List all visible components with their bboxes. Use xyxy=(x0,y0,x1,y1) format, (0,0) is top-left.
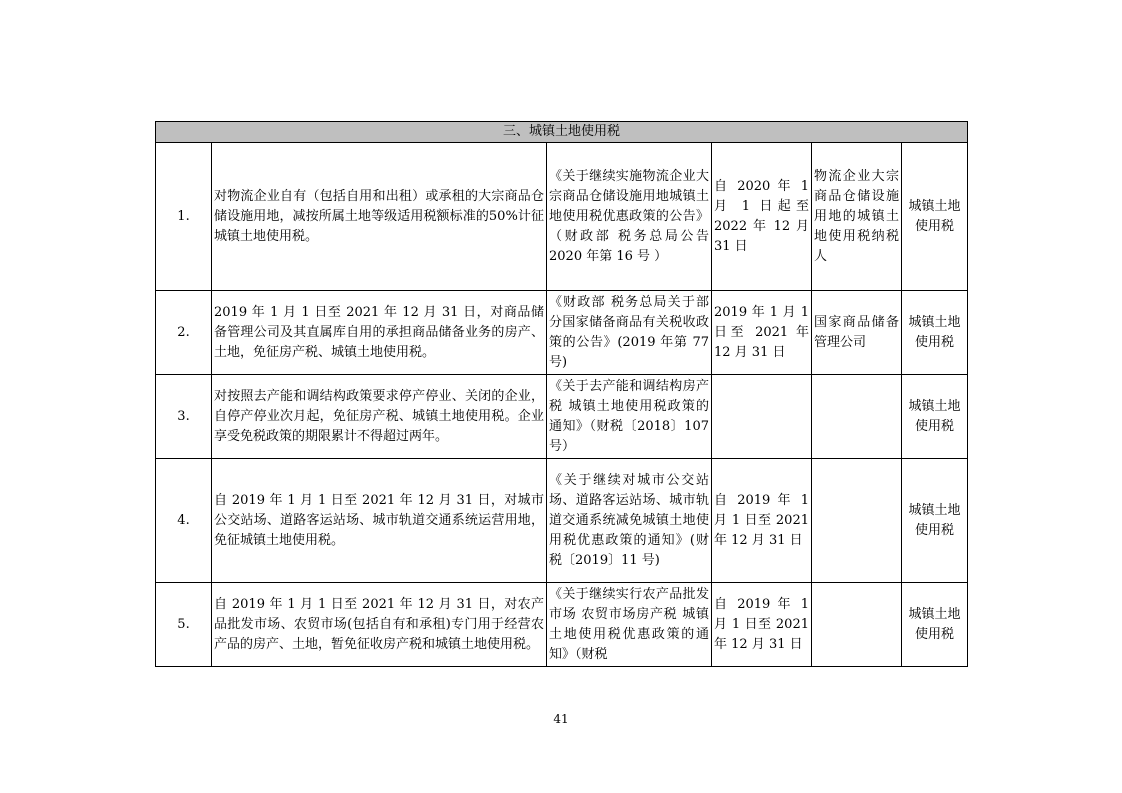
row-number: 3. xyxy=(156,375,212,459)
tax-type: 城镇土地使用税 xyxy=(902,143,968,291)
tax-type: 城镇土地使用税 xyxy=(902,291,968,375)
validity-period xyxy=(712,375,812,459)
validity-period: 自 2019 年 1 月 1 日至 2021 年 12 月 31 日 xyxy=(712,459,812,583)
validity-period: 自 2020 年 1 月 1 日起至 2022 年 12 月 31 日 xyxy=(712,143,812,291)
policy-document: 《财政部 税务总局关于部分国家储备商品有关税收政策的公告》(2019 年第 77 号) xyxy=(547,291,712,375)
eligible-target xyxy=(812,583,902,667)
table-row xyxy=(156,291,968,375)
row-number: 4. xyxy=(156,459,212,583)
eligible-target xyxy=(812,375,902,459)
tax-type: 城镇土地使用税 xyxy=(902,583,968,667)
table-row xyxy=(156,375,968,459)
policy-content: 对按照去产能和调结构政策要求停产停业、关闭的企业，自停产停业次月起，免征房产税、城镇土地使用税。企业享受免税政策的期限累计不得超过两年。 xyxy=(212,375,547,459)
validity-period: 自 2019 年 1 月 1 日至 2021 年 12 月 31 日 xyxy=(712,583,812,667)
policy-content: 2019 年 1 月 1 日至 2021 年 12 月 31 日，对商品储备管理公司及其直属库自用的承担商品储备业务的房产、土地，免征房产税、城镇土地使用税。 xyxy=(212,291,547,375)
page-number: 41 xyxy=(553,712,569,726)
eligible-target xyxy=(812,459,902,583)
tax-type: 城镇土地使用税 xyxy=(902,459,968,583)
table-row xyxy=(156,143,968,291)
policy-content: 自 2019 年 1 月 1 日至 2021 年 12 月 31 日，对农产品批发市场、农贸市场(包括自有和承租)专门用于经营农产品的房产、土地，暂免征收房产税和城镇土地使用税。 xyxy=(212,583,547,667)
eligible-target: 国家商品储备管理公司 xyxy=(812,291,902,375)
table-row xyxy=(156,583,968,667)
row-number: 1. xyxy=(156,143,212,291)
validity-period: 2019 年 1 月 1 日至 2021 年 12 月 31 日 xyxy=(712,291,812,375)
policy-document: 《关于去产能和调结构房产税 城镇土地使用税政策的通知》（财税〔2018〕107 号） xyxy=(547,375,712,459)
section-title: 三、城镇土地使用税 xyxy=(156,122,968,143)
tax-type: 城镇土地使用税 xyxy=(902,375,968,459)
policy-document: 《关于继续对城市公交站场、道路客运站场、城市轨道交通系统减免城镇土地使用税优惠政策的通知》(财税〔2019〕11 号) xyxy=(547,459,712,583)
section-header-row xyxy=(156,122,968,143)
tax-policy-table xyxy=(155,121,968,667)
policy-document: 《关于继续实行农产品批发市场 农贸市场房产税 城镇土地使用税优惠政策的通知》（财税 xyxy=(547,583,712,667)
table-row xyxy=(156,459,968,583)
eligible-target: 物流企业大宗商品仓储设施用地的城镇土地使用税纳税人 xyxy=(812,143,902,291)
row-number: 5. xyxy=(156,583,212,667)
policy-document: 《关于继续实施物流企业大宗商品仓储设施用地城镇土地使用税优惠政策的公告》（财政部 税务总局公告 2020 年第 16 号 ） xyxy=(547,143,712,291)
policy-content: 自 2019 年 1 月 1 日至 2021 年 12 月 31 日，对城市公交站场、道路客运站场、城市轨道交通系统运营用地，免征城镇土地使用税。 xyxy=(212,459,547,583)
policy-content: 对物流企业自有（包括自用和出租）或承租的大宗商品仓储设施用地，减按所属土地等级适用税额标准的50%计征城镇土地使用税。 xyxy=(212,143,547,291)
row-number: 2. xyxy=(156,291,212,375)
